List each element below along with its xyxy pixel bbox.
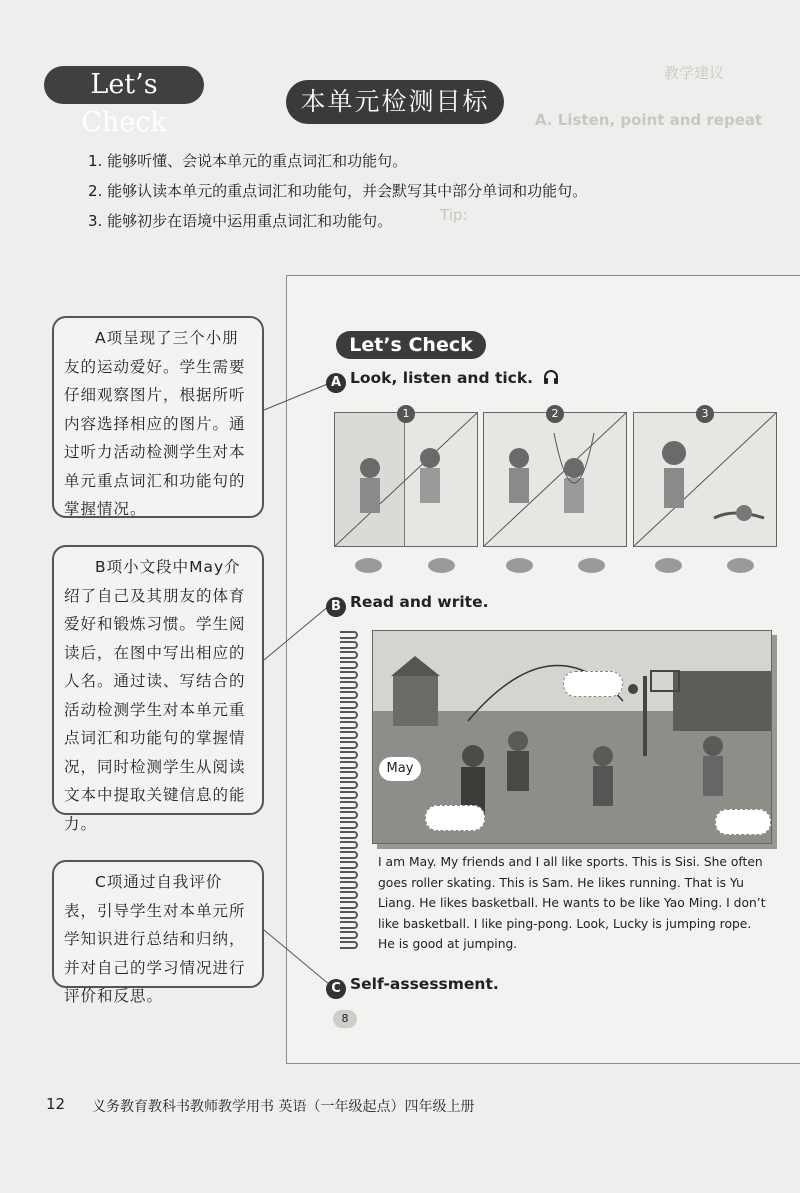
playground-picture — [372, 630, 772, 844]
tick-oval[interactable] — [727, 558, 754, 573]
bleed-through-line: Tip: — [440, 206, 468, 224]
panel-number: 2 — [546, 405, 564, 423]
name-blank[interactable] — [425, 805, 485, 831]
lets-check-title: Let’s Check — [44, 66, 204, 104]
note-a: A项呈现了三个小朋友的运动爱好。学生需要仔细观察图片，根据所听内容选择相应的图片。通过听力活动检测学生对本单元重点词汇和功能句的掌握情况。 — [52, 316, 264, 518]
goal-item: 3. 能够初步在语境中运用重点词汇和功能句。 — [88, 212, 393, 230]
section-b-heading — [326, 593, 488, 617]
section-a-letter: A — [326, 373, 346, 393]
listening-panel-1 — [334, 407, 478, 547]
panel-divider — [484, 413, 626, 546]
goal-item: 1. 能够听懂、会说本单元的重点词汇和功能句。 — [88, 152, 408, 170]
section-b-title: Read and write. — [350, 593, 489, 611]
note-b: B项小文段中May介绍了自己及其朋友的体育爱好和锻炼习惯。学生阅读后，在图中写出相应的人名。通过读、写结合的活动检测学生对本单元重点词汇和功能句的掌握情况，同时检测学生从阅读文本中提取关键信息的能力。 — [52, 545, 264, 815]
bleed-through-heading: 教学建议 — [664, 64, 725, 82]
unit-goal-title: 本单元检测目标 — [286, 80, 504, 124]
page-number: 12 — [46, 1095, 66, 1113]
tick-oval[interactable] — [355, 558, 382, 573]
bleed-through-line: A. Listen, point and repeat — [535, 111, 763, 129]
listening-panel-2 — [483, 407, 627, 547]
tick-oval[interactable] — [655, 558, 682, 573]
section-a-title: Look, listen and tick. — [350, 369, 534, 387]
section-c-letter: C — [326, 979, 346, 999]
section-b-letter: B — [326, 597, 346, 617]
headphones-icon — [542, 368, 560, 390]
name-blank[interactable] — [563, 671, 623, 697]
tick-oval[interactable] — [578, 558, 605, 573]
panel-number: 3 — [696, 405, 714, 423]
section-c-title: Self-assessment. — [350, 975, 499, 993]
book-title-footer: 义务教育教科书教师教学用书 英语（一年级起点）四年级上册 — [92, 1099, 475, 1115]
reading-passage: I am May. My friends and I all like sports. This is Sisi. She often goes roller skating. This is Sam. He likes running. That is Yu Liang. He likes basketball. He wants to be like Yao Ming. I don’t like basketball. I like ping-pong. Look, Lucky is jumping rope. He is good at jumping. — [378, 855, 766, 951]
section-a-heading — [326, 368, 560, 393]
panel-divider — [634, 413, 776, 546]
listening-panel-3 — [633, 407, 777, 547]
panel-number: 1 — [397, 405, 415, 423]
name-blank[interactable] — [715, 809, 771, 835]
tick-oval[interactable] — [428, 558, 455, 573]
note-c: C项通过自我评价表，引导学生对本单元所学知识进行总结和归纳，并对自己的学习情况进行评价和反思。 — [52, 860, 264, 988]
section-c-heading — [326, 975, 499, 999]
inset-lets-check-title: Let’s Check — [336, 331, 486, 359]
goal-item: 2. 能够认读本单元的重点词汇和功能句，并会默写其中部分单词和功能句。 — [88, 182, 588, 200]
inset-page-number: 8 — [333, 1010, 357, 1028]
name-tag-may: May — [379, 757, 421, 781]
panel-divider — [335, 413, 477, 546]
spiral-binding — [338, 628, 360, 958]
tick-oval[interactable] — [506, 558, 533, 573]
